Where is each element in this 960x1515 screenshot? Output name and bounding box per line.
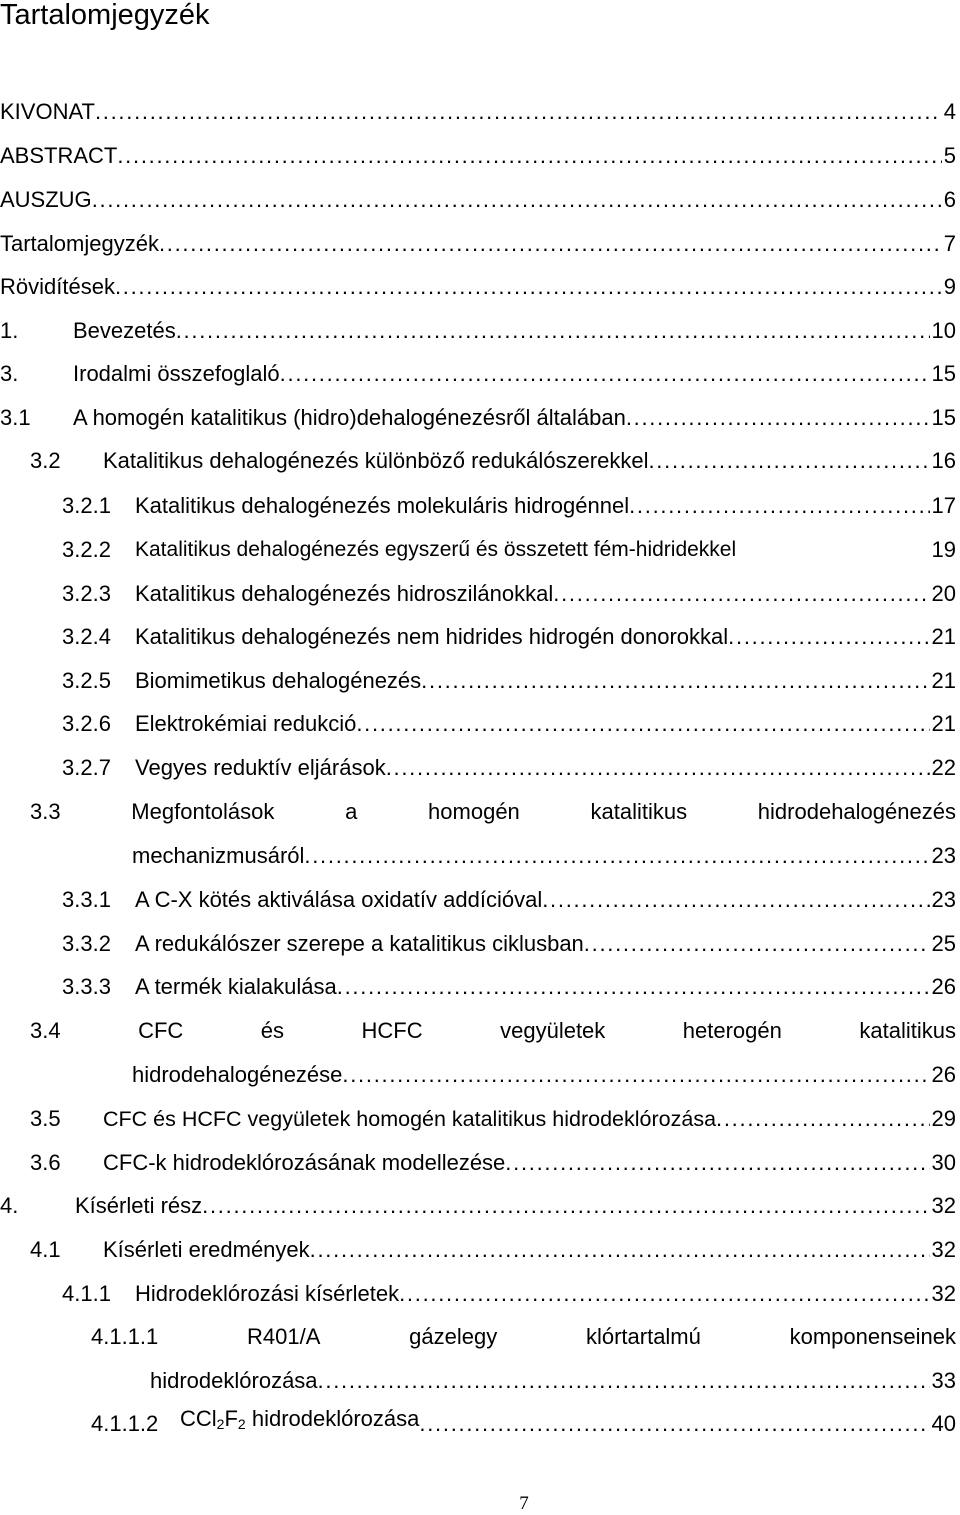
- toc-entry-3-6[interactable]: [30, 1145, 956, 1175]
- toc-entry-title: A redukálószer szerepe a katalitikus ciklusban: [135, 931, 584, 956]
- toc-entry-4-1-1[interactable]: [62, 1276, 956, 1306]
- toc-entry-title: hidrodehalogénezése: [132, 1062, 343, 1087]
- toc-entry-number: 3.3.1: [62, 887, 111, 912]
- toc-entry-3-2-5[interactable]: [62, 663, 956, 693]
- toc-entry-title: Tartalomjegyzék: [0, 231, 159, 256]
- leader-dots: [419, 1412, 929, 1436]
- toc-entry-title-word: Megfontolások: [131, 799, 275, 824]
- toc-entry-number: 3.2.4: [62, 624, 111, 649]
- toc-entry-tartalomjegyzek[interactable]: [0, 226, 956, 256]
- toc-entry-3-2-2[interactable]: [62, 532, 956, 562]
- toc-entry-page: 26: [931, 974, 956, 999]
- toc-entry-number: 3.2.7: [62, 755, 111, 780]
- toc-entry-title-word: CFC: [138, 1018, 184, 1043]
- toc-entry-3-1[interactable]: [0, 400, 956, 430]
- toc-entry-page: 23: [931, 843, 956, 868]
- toc-entry-page: 21: [931, 711, 956, 736]
- toc-entry-page: 5: [943, 143, 956, 168]
- toc-entry-page: 7: [943, 231, 956, 256]
- toc-entry-3-3[interactable]: [30, 794, 956, 824]
- toc-entry-title: A C-X kötés aktiválása oxidatív addícióval: [135, 887, 543, 912]
- toc-entry-number: 4.1.1.2: [91, 1411, 159, 1436]
- toc-entry-3-2[interactable]: [30, 443, 956, 473]
- toc-entry-title: CFC-k hidrodeklórozásának modellezése: [103, 1150, 506, 1175]
- leader-dots: [176, 319, 930, 343]
- toc-entry-title: Katalitikus dehalogénezés egyszerű és összetett fém-hidridekkel: [135, 538, 737, 561]
- toc-entry-page: 25: [931, 931, 956, 956]
- toc-entry-title: ABSTRACT: [0, 143, 118, 168]
- toc-entry-title: Irodalmi összefoglaló: [73, 361, 280, 386]
- toc-entry-number: 3.2.2: [62, 537, 111, 562]
- toc-entry-3[interactable]: [0, 356, 956, 386]
- toc-entry-number: 3.3: [30, 799, 61, 824]
- toc-entry-title-word: vegyületek: [500, 1018, 606, 1043]
- leader-dots: [542, 888, 929, 912]
- leader-dots: [421, 669, 929, 693]
- leader-dots: [342, 1063, 929, 1087]
- toc-entry-title-word: katalitikus: [590, 799, 688, 824]
- toc-entry-page: 26: [931, 1062, 956, 1087]
- leader-dots: [115, 275, 942, 299]
- toc-entry-number: 3.4: [30, 1018, 61, 1043]
- page-title: Tartalomjegyzék: [0, 0, 210, 31]
- toc-entry-number: 4.1: [30, 1237, 61, 1262]
- leader-dots: [310, 1238, 930, 1262]
- toc-entry-page: 16: [931, 448, 956, 473]
- toc-entry-page: 20: [931, 581, 956, 606]
- toc-entry-page: 6: [943, 187, 956, 212]
- leader-dots: [304, 844, 929, 868]
- toc-entry-title: Katalitikus dehalogénezés különböző redukálószerekkel: [103, 448, 649, 473]
- toc-entry-3-2-4[interactable]: [62, 619, 956, 649]
- toc-entry-title-word: R401/A: [247, 1324, 321, 1349]
- toc-entry-page: 29: [931, 1106, 956, 1131]
- toc-entry-page: 32: [931, 1237, 956, 1262]
- toc-entry-title: Katalitikus dehalogénezés nem hidrides hidrogén donorokkal: [135, 624, 729, 649]
- toc-entry-page: 32: [931, 1193, 956, 1218]
- toc-entry-title-word: hidrodehalogénezés: [757, 799, 956, 824]
- leader-dots: [92, 188, 942, 212]
- toc-entry-number: 4.: [0, 1193, 19, 1218]
- toc-entry-title-word: katalitikus: [859, 1018, 956, 1043]
- toc-entry-page: 17: [931, 493, 956, 518]
- leader-dots: [626, 406, 930, 430]
- toc-entry-1[interactable]: [0, 313, 956, 343]
- toc-entry-number: 3.2.6: [62, 711, 111, 736]
- toc-entry-number: 3.2.3: [62, 581, 111, 606]
- toc-entry-3-3-1[interactable]: [62, 882, 956, 912]
- leader-dots: [356, 712, 929, 736]
- toc-entry-title: hidrodeklórozása: [150, 1368, 318, 1393]
- toc-entry-title-word: heterogén: [682, 1018, 782, 1043]
- footer-page-number: 7: [519, 1493, 529, 1514]
- toc-entry-title-word: gázelegy: [409, 1324, 498, 1349]
- toc-entry-4-1-1-1-cont[interactable]: [150, 1363, 956, 1393]
- toc-entry-3-3-2[interactable]: [62, 926, 956, 956]
- toc-entry-title: [180, 1407, 419, 1436]
- toc-entry-number: 3.6: [30, 1150, 61, 1175]
- toc-entry-number: 4.1.1: [62, 1281, 111, 1306]
- leader-dots: [505, 1151, 929, 1175]
- toc-entry-3-3-3[interactable]: [62, 969, 956, 999]
- toc-entry-number: 3.3.3: [62, 974, 111, 999]
- toc-entry-title: Katalitikus dehalogénezés molekuláris hidrogénnel: [135, 493, 630, 518]
- toc-entry-3-2-3[interactable]: [62, 576, 956, 606]
- toc-entry-abstract[interactable]: [0, 138, 956, 168]
- toc-entry-title: Bevezetés: [73, 318, 176, 343]
- toc-entry-title: Vegyes reduktív eljárások: [135, 755, 386, 780]
- toc-entry-page: 9: [943, 274, 956, 299]
- leader-dots: [280, 362, 930, 386]
- toc-entry-title: Hidrodeklórozási kísérletek: [135, 1281, 400, 1306]
- toc-entry-page: 21: [931, 668, 956, 693]
- formula-ccl: CCl: [180, 1406, 217, 1431]
- leader-dots: [399, 1282, 929, 1306]
- leader-dots: [386, 756, 930, 780]
- toc-entry-title-word: komponenseinek: [789, 1324, 956, 1349]
- leader-dots: [95, 100, 942, 124]
- toc-entry-rovidites[interactable]: [0, 269, 956, 299]
- toc-entry-number: 1.: [0, 318, 19, 343]
- formula-f: F: [224, 1406, 238, 1431]
- leader-dots: [716, 1107, 929, 1131]
- toc-entry-title-word: és: [260, 1018, 285, 1043]
- toc-entry-page: 10: [931, 318, 956, 343]
- toc-entry-auszug[interactable]: [0, 182, 956, 212]
- toc-entry-title: A homogén katalitikus (hidro)dehalogénezésről általában: [73, 405, 626, 430]
- toc-entry-number: 3.5: [30, 1106, 61, 1131]
- title-rest: hidrodeklórozása: [245, 1406, 420, 1431]
- toc-entry-number: 3.2.1: [62, 493, 111, 518]
- leader-dots: [318, 1369, 930, 1393]
- toc-entry-title: AUSZUG: [0, 187, 92, 212]
- subscript: 2: [237, 1416, 246, 1432]
- toc-entry-title: KIVONAT: [0, 99, 95, 124]
- toc-entry-number: 3.3.2: [62, 931, 111, 956]
- toc-entry-page: 21: [931, 624, 956, 649]
- toc-entry-4-1[interactable]: [30, 1232, 956, 1262]
- toc-entry-title-word: a: [345, 799, 358, 824]
- toc-entry-3-3-cont[interactable]: [132, 838, 956, 868]
- toc-entry-title: Kísérleti eredmények: [103, 1237, 310, 1262]
- toc-entry-number: 3.2.5: [62, 668, 111, 693]
- leader-dots: [648, 449, 929, 473]
- toc-entry-page: 33: [931, 1368, 956, 1393]
- toc-entry-page: 40: [931, 1411, 956, 1436]
- toc-entry-3-4-cont[interactable]: [132, 1057, 956, 1087]
- toc-entry-number: 3.1: [0, 405, 31, 430]
- toc-entry-3-5[interactable]: [30, 1101, 956, 1131]
- toc-entry-4-1-1-2[interactable]: [91, 1406, 956, 1436]
- toc-entry-3-2-6[interactable]: [62, 706, 956, 736]
- leader-dots: [202, 1194, 929, 1218]
- toc-entry-kivonat[interactable]: [0, 94, 956, 124]
- toc-entry-page: 23: [931, 887, 956, 912]
- toc-entry-page: 15: [931, 405, 956, 430]
- toc-entry-title-word: homogén: [428, 799, 520, 824]
- leader-dots: [117, 144, 941, 168]
- toc-entry-4-1-1-1[interactable]: [91, 1319, 956, 1349]
- toc-entry-title-word: klórtartalmú: [585, 1324, 701, 1349]
- leader-dots: [584, 932, 930, 956]
- toc-entry-page: 32: [931, 1281, 956, 1306]
- leader-dots: [553, 582, 929, 606]
- toc-entry-title: CFC és HCFC vegyületek homogén katalitikus hidrodeklórozása: [103, 1107, 717, 1131]
- leader-dots: [728, 625, 929, 649]
- toc-entry-page: 19: [931, 537, 956, 562]
- leader-dots: [629, 494, 929, 518]
- toc-entry-3-4[interactable]: [30, 1013, 956, 1043]
- leader-dots: [337, 975, 930, 999]
- toc-entry-title: Katalitikus dehalogénezés hidroszilánokkal: [135, 581, 554, 606]
- toc-entry-page: 30: [931, 1150, 956, 1175]
- toc-entry-3-2-1[interactable]: [62, 488, 956, 518]
- toc-entry-title: Elektrokémiai redukció: [135, 711, 357, 736]
- toc-entry-title-word: HCFC: [361, 1018, 423, 1043]
- toc-entry-page: 22: [931, 755, 956, 780]
- toc-entry-number: 3.2: [30, 448, 61, 473]
- toc-entry-title: mechanizmusáról: [132, 843, 305, 868]
- toc-entry-number: 4.1.1.1: [91, 1324, 159, 1349]
- toc-entry-4[interactable]: [0, 1188, 956, 1218]
- toc-entry-title: Rövidítések: [0, 274, 115, 299]
- toc-entry-title: A termék kialakulása: [135, 974, 337, 999]
- leader-dots: [159, 232, 942, 256]
- toc-entry-number: 3.: [0, 361, 19, 386]
- toc-entry-3-2-7[interactable]: [62, 750, 956, 780]
- subscript: 2: [216, 1416, 225, 1432]
- toc-entry-title: Kísérleti rész: [75, 1193, 203, 1218]
- toc-entry-page: 15: [931, 361, 956, 386]
- toc-entry-page: 4: [943, 99, 956, 124]
- toc-entry-title: Biomimetikus dehalogénezés: [135, 668, 422, 693]
